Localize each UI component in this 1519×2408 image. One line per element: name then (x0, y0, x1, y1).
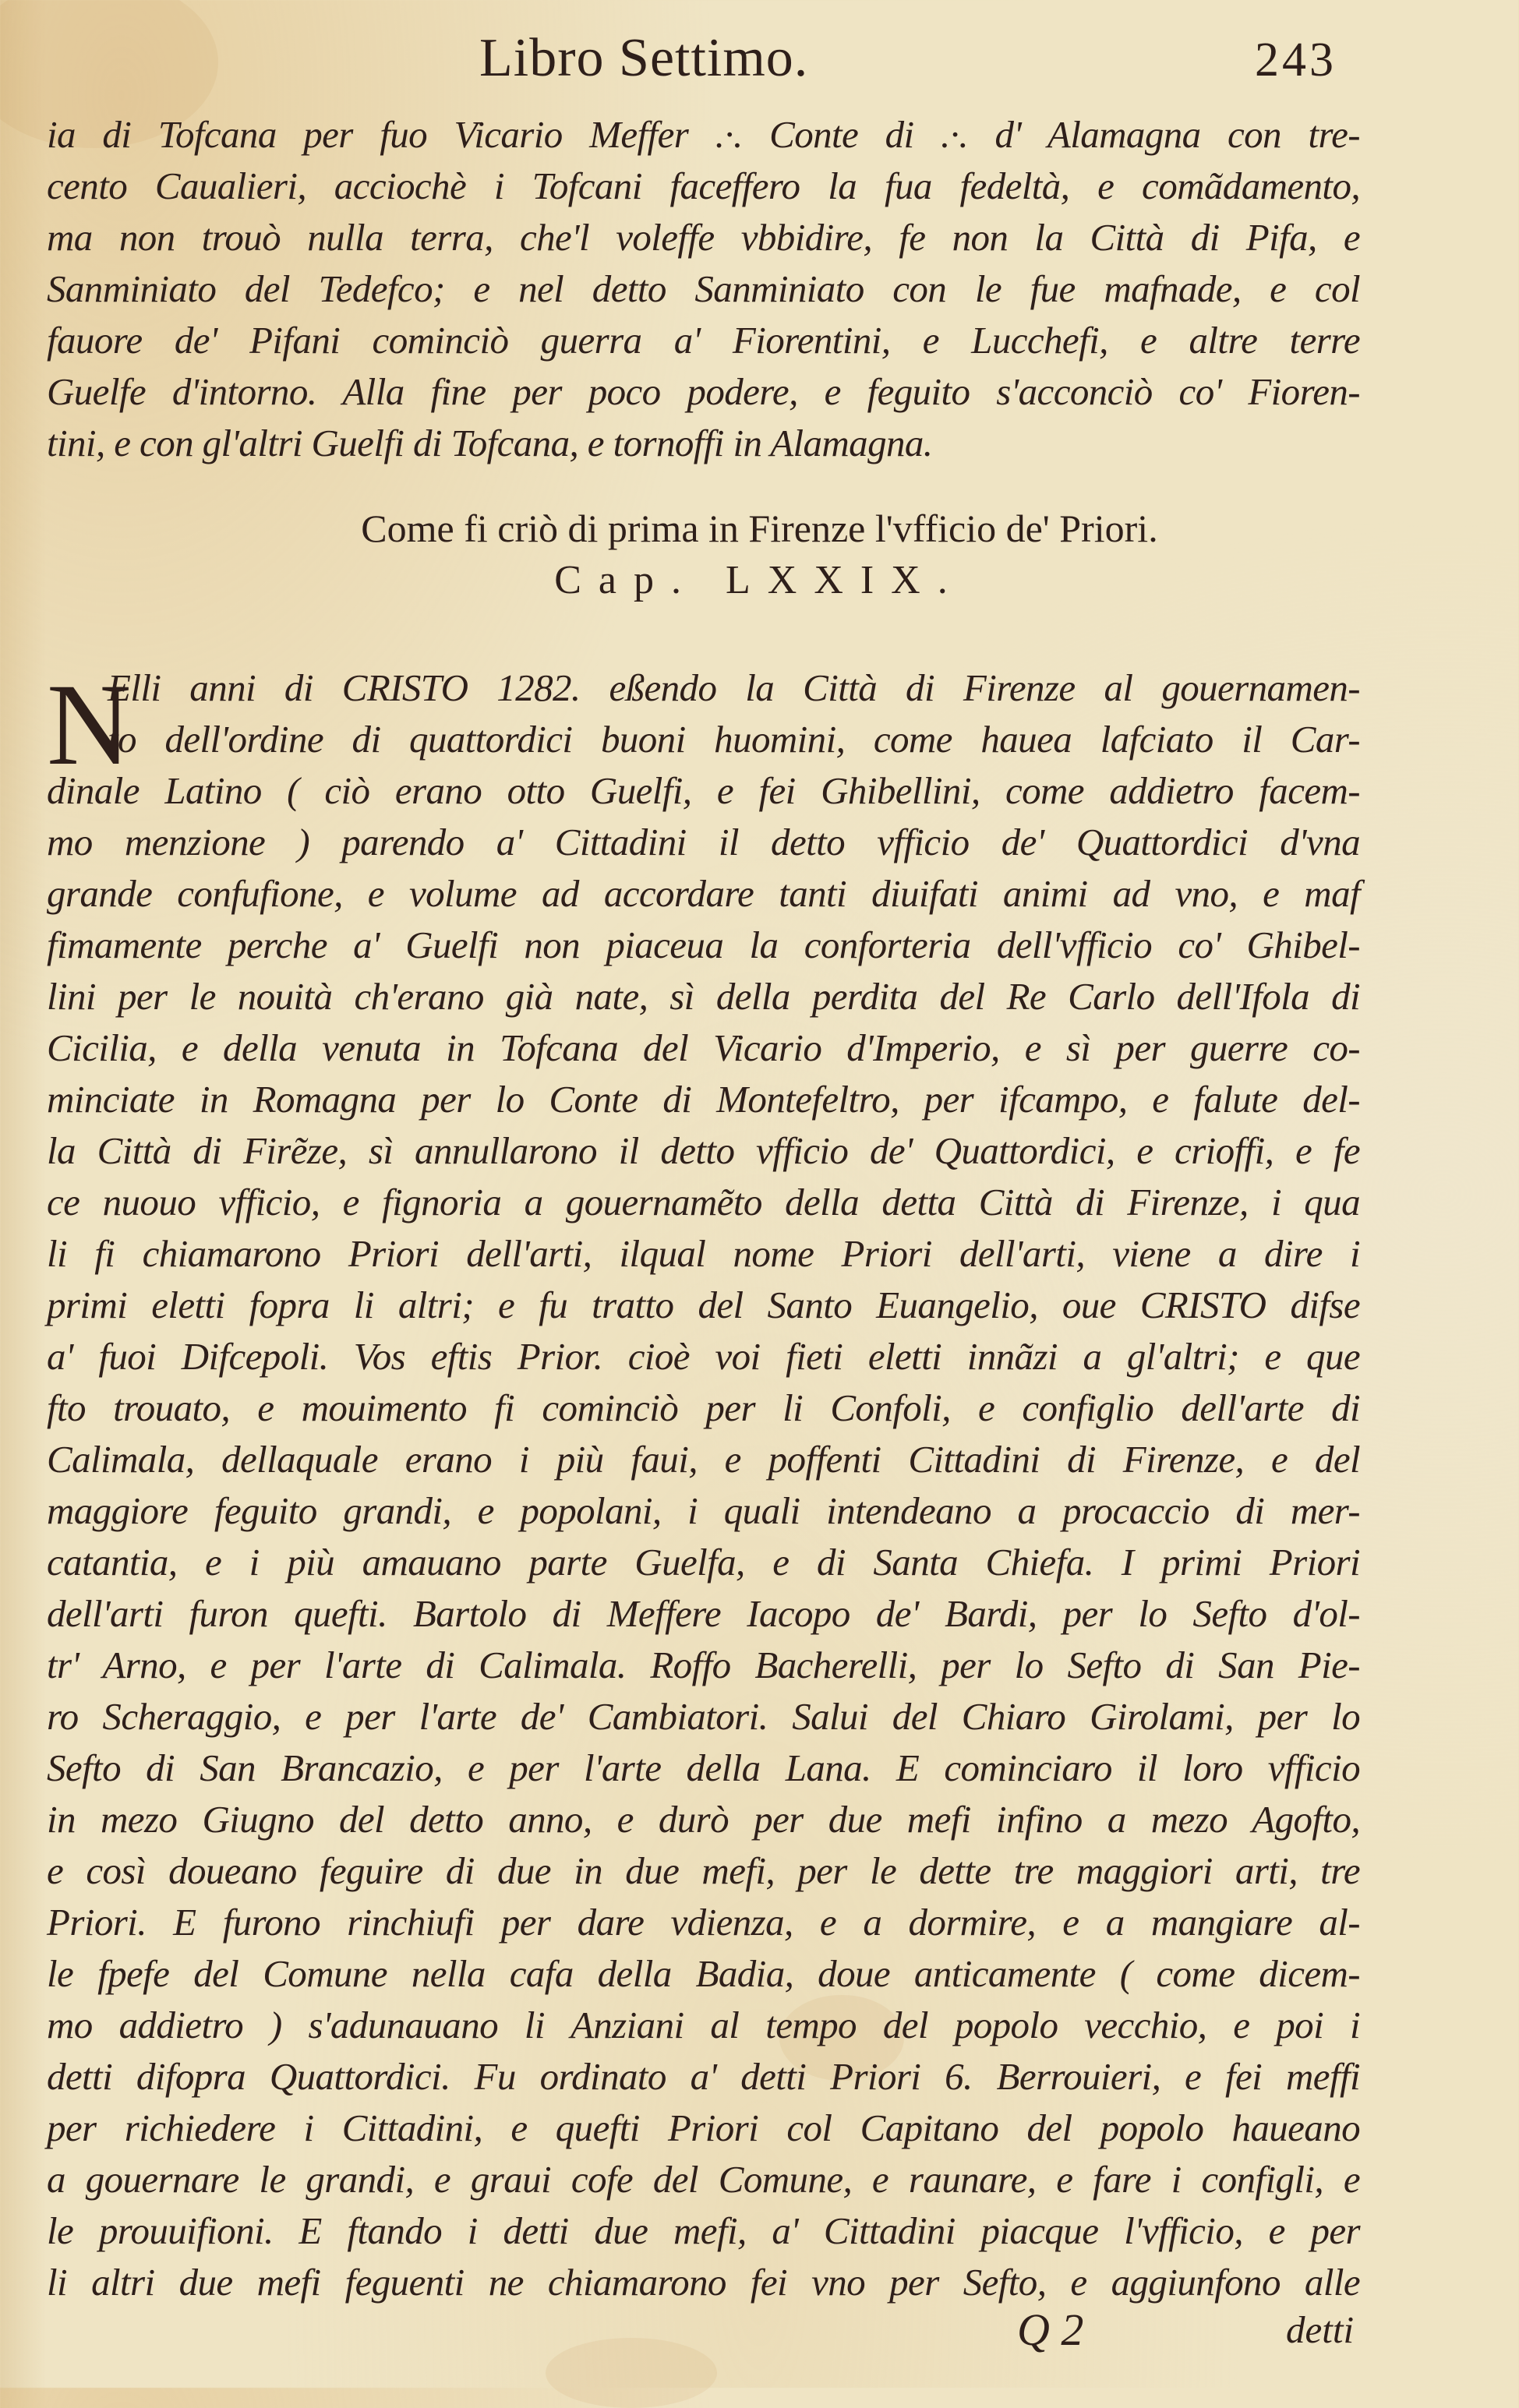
signature-mark: Q 2 (1017, 2304, 1084, 2355)
running-title: Libro Settimo. (479, 28, 809, 88)
text-line: ia di Tofcana per fuo Vicario Meffer .·. Conte di .·. d' Alamagna con tre- (47, 113, 1360, 156)
text-line: li altri due mefi feguenti ne chiamarono fei vno per Sefto, e aggiunfono alle (47, 2261, 1360, 2304)
text-line: to dell'ordine di quattordici buoni huomini, come hauea lafciato il Car- (108, 718, 1360, 761)
text-line: e così doueano feguire di due in due mefi, per le dette tre maggiori arti, tre (47, 1849, 1360, 1892)
text-line: Sanminiato del Tedefco; e nel detto Sanminiato con le fue mafnade, e col (47, 267, 1360, 310)
text-line: Sefto di San Brancazio, e per l'arte della Lana. E cominciaro il loro vfficio (47, 1746, 1360, 1789)
text-line: catantia, e i più amauano parte Guelfa, e di Santa Chiefa. I primi Priori (47, 1541, 1360, 1584)
text-line: primi eletti fopra li altri; e fu tratto del Santo Euangelio, oue CRISTO difse (47, 1283, 1360, 1326)
text-line: grande confufione, e volume ad accordare tanti diuifati animi ad vno, e maf (47, 872, 1360, 915)
text-line: minciate in Romagna per lo Conte di Montefeltro, per ifcampo, e falute del- (47, 1078, 1360, 1121)
text-line: mo menzione ) parendo a' Cittadini il detto vfficio de' Quattordici d'vna (47, 821, 1360, 863)
text-line: le fpefe del Comune nella cafa della Badia, doue anticamente ( come dicem- (47, 1952, 1360, 1995)
text-line: ma non trouò nulla terra, che'l voleffe vbbidire, fe non la Città di Pifa, e (47, 216, 1360, 259)
text-line: detti difopra Quattordici. Fu ordinato a' detti Priori 6. Berrouieri, e fei meffi (47, 2055, 1360, 2098)
text-line: in mezo Giugno del detto anno, e durò per due mefi infino a mezo Agofto, (47, 1798, 1360, 1841)
text-line: tini, e con gl'altri Guelfi di Tofcana, e tornoffi in Alamagna. (47, 422, 933, 464)
catchword: detti (1286, 2308, 1355, 2351)
text-line: ro Scheraggio, e per l'arte de' Cambiatori. Salui del Chiaro Girolami, per lo (47, 1695, 1360, 1738)
text-line: a' fuoi Difcepoli. Vos eftis Prior. cioè voi fieti eletti innãzi a gl'altri; e que (47, 1335, 1360, 1378)
chapter-heading: Come fi criò di prima in Firenze l'vfficio de' Priori. (361, 507, 1158, 550)
text-line: la Città di Firẽze, sì annullarono il detto vfficio de' Quattordici, e crioffi, e fe (47, 1129, 1360, 1172)
text-line: Calimala, dellaquale erano i più faui, e poffenti Cittadini di Firenze, e del (47, 1438, 1360, 1481)
text-line: Guelfe d'intorno. Alla fine per poco podere, e feguito s'acconciò co' Fioren- (47, 370, 1360, 413)
text-line: a gouernare le grandi, e graui cofe del Comune, e raunare, e fare i configli, e (47, 2158, 1360, 2201)
paper-stain (546, 2338, 717, 2408)
text-line: Priori. E furono rinchiufi per dare vdienza, e a dormire, e a mangiare al- (47, 1901, 1360, 1944)
text-line: per richiedere i Cittadini, e quefti Priori col Capitano del popolo haueano (47, 2106, 1360, 2149)
text-line: dell'arti furon quefti. Bartolo di Meffere Iacopo de' Bardi, per lo Sefto d'ol- (47, 1592, 1360, 1635)
text-line: mo addietro ) s'adunauano li Anziani al tempo del popolo vecchio, e poi i (47, 2004, 1360, 2046)
text-line: li fi chiamarono Priori dell'arti, ilqual nome Priori dell'arti, viene a dire i (47, 1232, 1360, 1275)
text-line: Elli anni di CRISTO 1282. eßendo la Città di Firenze al gouernamen- (108, 666, 1360, 709)
text-line: le prouuifioni. E ftando i detti due mefi, a' Cittadini piacque l'vfficio, e per (47, 2209, 1360, 2252)
text-line: fto trouato, e mouimento fi cominciò per li Confoli, e configlio dell'arte di (47, 1386, 1360, 1429)
text-line: ce nuouo vfficio, e fignoria a gouernamẽto della detta Città di Firenze, i qua (47, 1181, 1360, 1223)
text-line: fauore de' Pifani cominciò guerra a' Fiorentini, e Lucchefi, e altre terre (47, 319, 1360, 362)
chapter-number: Cap. LXXIX. (554, 558, 965, 602)
page-number: 243 (1255, 34, 1337, 87)
text-line: dinale Latino ( ciò erano otto Guelfi, e fei Ghibellini, come addietro facem- (47, 769, 1360, 812)
text-line: maggiore feguito grandi, e popolani, i quali intendeano a procaccio di mer- (47, 1489, 1360, 1532)
text-line: tr' Arno, e per l'arte di Calimala. Roffo Bacherelli, per lo Sefto di San Pie- (47, 1644, 1360, 1686)
text-line: Cicilia, e della venuta in Tofcana del Vicario d'Imperio, e sì per guerre co- (47, 1026, 1360, 1069)
text-line: fimamente perche a' Guelfi non piaceua la conforteria dell'vfficio co' Ghibel- (47, 923, 1360, 966)
text-line: lini per le nouità ch'erano già nate, sì della perdita del Re Carlo dell'Ifola di (47, 975, 1360, 1018)
drop-cap: N (47, 660, 132, 789)
text-line: cento Caualieri, acciochè i Tofcani faceffero la fua fedeltà, e comãdamento, (47, 164, 1360, 207)
running-head (0, 17, 1519, 95)
